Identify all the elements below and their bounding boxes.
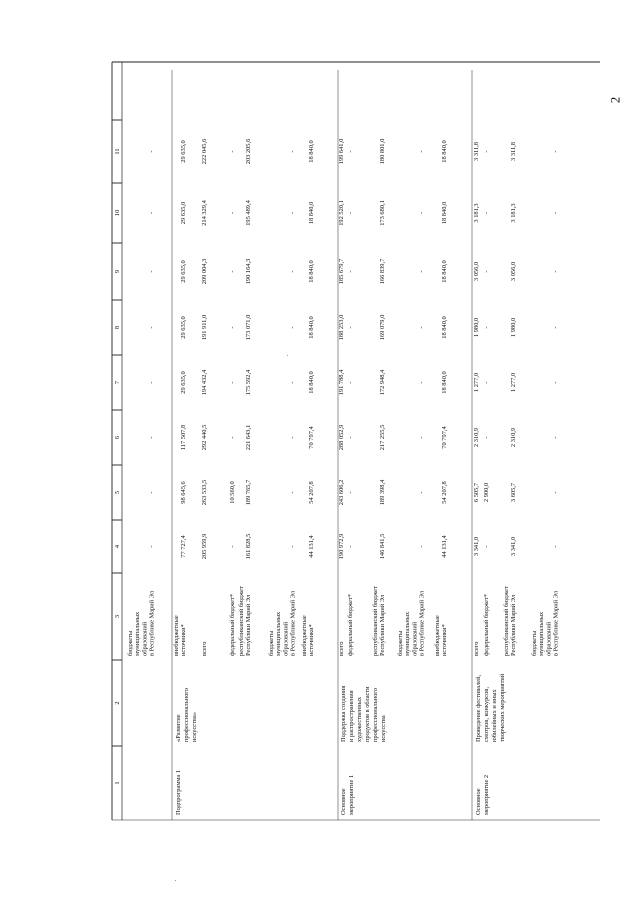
- row-value: -: [229, 436, 236, 439]
- row-value: 2 310,9: [473, 427, 480, 448]
- row-value: 209 004,3: [201, 258, 208, 285]
- scan-speck: [287, 355, 288, 356]
- column-number-2: 2: [114, 701, 121, 705]
- column-number-7: 7: [114, 380, 121, 385]
- row-label: в Республике Марий Эл: [552, 590, 560, 656]
- row-value: -: [552, 326, 560, 329]
- row-value: -: [418, 381, 426, 384]
- row-label: республиканский бюджет: [238, 586, 245, 656]
- row-value: -: [289, 211, 297, 215]
- row-value: 1 980,0: [510, 317, 518, 338]
- row-label: источники*: [308, 624, 316, 656]
- row-label: бюджеты: [127, 630, 134, 656]
- row-value: -: [483, 270, 490, 273]
- row-value: 192 520,1: [338, 200, 345, 226]
- row-label: бюджеты: [531, 630, 538, 656]
- row-value: -: [148, 545, 156, 548]
- section-col2-label: смотров, конкурсов,: [483, 687, 490, 742]
- row-value: 146 841,5: [379, 533, 387, 560]
- row-value: 44 131,4: [308, 535, 316, 558]
- section-col2-label: искусства: [380, 715, 387, 742]
- section-col1-label: мероприятие 2: [483, 774, 490, 815]
- row-label: республиканский бюджет: [372, 586, 379, 656]
- row-label: образований: [141, 621, 149, 656]
- scan-speck: [175, 880, 176, 881]
- row-value: 190 972,9: [338, 533, 345, 560]
- section-col2-label: искусства»: [191, 712, 198, 742]
- row-value: 175 592,4: [245, 369, 253, 396]
- row-value: -: [483, 436, 490, 439]
- row-label: образований: [545, 621, 553, 656]
- section-col1-label: Подпрограмма 1: [175, 769, 182, 815]
- row-value: -: [418, 436, 426, 439]
- row-label: Республики Марий Эл: [245, 594, 253, 656]
- row-value: 70 797,4: [308, 426, 316, 449]
- row-value: -: [483, 211, 490, 215]
- row-value: 190 164,3: [245, 258, 253, 285]
- row-value: 180 801,0: [379, 138, 387, 165]
- row-value: 18 840,0: [308, 140, 316, 163]
- row-label: источники*: [180, 624, 188, 656]
- row-value: 1 277,0: [473, 372, 480, 393]
- row-value: 199 641,0: [338, 138, 345, 165]
- row-value: 217 255,5: [379, 424, 387, 451]
- row-value: -: [552, 150, 560, 153]
- row-value: 3 056,0: [473, 261, 480, 282]
- row-value: -: [347, 270, 354, 273]
- row-value: -: [289, 326, 297, 329]
- row-value: -: [483, 381, 490, 384]
- row-label: всего: [201, 641, 208, 656]
- row-value: 173 071,0: [245, 314, 253, 341]
- row-value: -: [229, 211, 236, 215]
- row-label: республиканский бюджет: [503, 586, 510, 656]
- row-label: образований: [282, 621, 290, 656]
- row-value: -: [418, 270, 426, 273]
- row-value: -: [148, 211, 156, 215]
- row-value: 6 505,7: [473, 482, 480, 503]
- row-label: федеральный бюджет*: [347, 593, 354, 656]
- row-value: 3 341,0: [473, 536, 480, 557]
- section-col2-label: Проведение фестивалей,: [475, 674, 482, 742]
- row-value: 54 207,8: [441, 481, 449, 504]
- section-col2-label: юбилейных и иных: [491, 689, 498, 742]
- row-value: -: [347, 436, 354, 439]
- row-value: 189 398,4: [379, 479, 387, 506]
- row-value: 117 507,8: [180, 424, 188, 451]
- row-label: федеральный бюджет*: [229, 593, 236, 656]
- row-value: 214 329,4: [201, 200, 208, 226]
- section-col2-label: профессионального: [372, 688, 379, 742]
- row-value: 18 840,0: [441, 260, 449, 283]
- row-value: 29 635,0: [180, 371, 188, 394]
- row-value: -: [418, 326, 426, 329]
- row-value: 188 253,0: [338, 314, 345, 341]
- row-label: внебюджетные: [173, 615, 180, 656]
- row-value: 18 840,0: [308, 260, 316, 283]
- table-body: [112, 62, 600, 820]
- row-value: -: [229, 381, 236, 384]
- row-value: 172 948,4: [379, 369, 387, 396]
- row-value: -: [347, 491, 354, 494]
- row-value: 77 727,4: [180, 535, 188, 558]
- column-number-10: 10: [114, 209, 121, 217]
- page-number: 2: [607, 96, 623, 104]
- row-value: -: [229, 150, 236, 153]
- row-value: -: [148, 491, 156, 494]
- row-value: 18 840,0: [308, 371, 316, 394]
- row-label: бюджеты: [397, 630, 404, 656]
- row-value: 243 606,2: [338, 479, 345, 506]
- section-col1-label: Основное: [340, 788, 347, 815]
- column-number-6: 6: [114, 435, 121, 440]
- row-label: в Республике Марий Эл: [148, 590, 156, 656]
- column-number-8: 8: [114, 325, 121, 330]
- row-value: -: [418, 545, 426, 548]
- row-value: -: [148, 381, 156, 384]
- section-col2-label: и распространения: [348, 690, 355, 742]
- row-value: 1 277,0: [510, 372, 518, 393]
- row-value: 3 341,0: [510, 536, 518, 557]
- row-value: -: [552, 545, 560, 548]
- row-value: -: [229, 326, 236, 329]
- row-value: 189 765,7: [245, 479, 253, 506]
- row-label: всего: [338, 641, 345, 656]
- row-value: 169 079,0: [379, 314, 387, 341]
- section-col2-label: продуктов в области: [364, 686, 371, 742]
- row-label: в Республике Марий Эл: [289, 590, 297, 656]
- column-number-4: 4: [114, 544, 121, 549]
- row-value: 29 635,0: [180, 316, 188, 339]
- row-value: -: [229, 270, 236, 273]
- row-value: -: [483, 326, 490, 329]
- row-label: муниципальных: [538, 611, 546, 656]
- row-value: -: [347, 150, 354, 153]
- row-value: -: [289, 436, 297, 439]
- row-label: образований: [411, 621, 419, 656]
- row-label: в Республике Марий Эл: [418, 590, 426, 656]
- row-value: 18 840,0: [441, 140, 449, 163]
- section-col1-label: мероприятие 1: [348, 774, 355, 815]
- row-value: 194 432,4: [201, 369, 208, 396]
- row-value: 10 560,0: [229, 481, 236, 504]
- row-value: 18 840,0: [308, 316, 316, 339]
- row-value: -: [347, 211, 354, 215]
- row-value: 191 788,4: [338, 369, 345, 396]
- row-value: -: [483, 545, 490, 548]
- section-col1-label: Основное: [475, 788, 482, 815]
- row-value: 263 533,5: [201, 479, 208, 506]
- row-value: -: [483, 150, 490, 153]
- row-value: -: [148, 326, 156, 329]
- row-value: -: [347, 326, 354, 329]
- row-value: -: [418, 491, 426, 494]
- section-col2-label: художественных: [356, 696, 363, 742]
- row-value: 292 440,5: [201, 424, 208, 451]
- column-number-9: 9: [114, 269, 121, 274]
- row-value: -: [148, 150, 156, 153]
- row-label: всего: [473, 641, 480, 656]
- row-value: 288 052,9: [338, 424, 345, 451]
- row-label: бюджеты: [268, 630, 275, 656]
- row-value: 54 207,8: [308, 481, 316, 504]
- row-value: 70 797,4: [441, 426, 449, 449]
- row-value: -: [418, 211, 426, 215]
- row-value: 3 181,3: [473, 203, 480, 223]
- row-value: -: [552, 436, 560, 439]
- row-value: -: [289, 150, 297, 153]
- row-label: Республики Марий Эл: [379, 594, 387, 656]
- row-value: -: [552, 491, 560, 494]
- row-value: 29 635,0: [180, 140, 188, 163]
- row-value: 18 840,0: [441, 316, 449, 339]
- row-value: 3 311,8: [473, 142, 480, 161]
- row-value: 2 900,0: [483, 482, 490, 503]
- column-number-3: 3: [114, 614, 121, 619]
- row-label: внебюджетные: [434, 615, 441, 656]
- row-label: муниципальных: [275, 611, 283, 656]
- row-value: -: [347, 545, 354, 548]
- row-value: 185 679,7: [338, 258, 345, 285]
- row-value: -: [418, 150, 426, 153]
- row-label: муниципальных: [404, 611, 412, 656]
- row-value: -: [289, 545, 297, 548]
- row-value: 18 840,0: [441, 371, 449, 394]
- section-col2-label: профессионального: [183, 688, 190, 742]
- row-value: -: [148, 270, 156, 273]
- row-value: 3 311,8: [510, 142, 518, 161]
- row-value: -: [552, 270, 560, 273]
- row-value: -: [552, 211, 560, 215]
- row-label: федеральный бюджет*: [483, 593, 490, 656]
- row-value: -: [347, 381, 354, 384]
- row-value: 173 680,1: [379, 200, 387, 226]
- row-value: 29 635,0: [180, 260, 188, 283]
- row-value: 3 056,0: [510, 261, 518, 282]
- column-number-11: 11: [114, 148, 121, 155]
- row-label: муниципальных: [134, 611, 142, 656]
- row-value: 3 181,3: [510, 203, 518, 223]
- section-col2-label: творческих мероприятий: [499, 673, 506, 742]
- row-value: 98 645,6: [180, 481, 188, 504]
- row-value: -: [148, 436, 156, 439]
- row-value: 195 489,4: [245, 200, 253, 226]
- row-value: 222 045,6: [201, 138, 208, 165]
- row-value: 1 980,0: [473, 317, 480, 338]
- row-label: Республики Марий Эл: [510, 594, 518, 656]
- row-value: 18 840,0: [441, 201, 449, 225]
- row-value: 44 131,4: [441, 535, 449, 558]
- row-value: 166 839,7: [379, 258, 387, 285]
- section-col2-label: «Развитие: [175, 714, 182, 742]
- row-value: 18 840,0: [308, 201, 316, 225]
- row-value: 2 310,9: [510, 427, 518, 448]
- row-value: -: [289, 270, 297, 273]
- row-value: -: [289, 491, 297, 494]
- row-value: 29 635,0: [180, 201, 188, 225]
- column-number-5: 5: [114, 490, 121, 495]
- row-value: -: [289, 381, 297, 384]
- row-value: 221 643,1: [245, 424, 253, 451]
- row-value: 3 605,7: [510, 482, 518, 503]
- row-value: -: [229, 545, 236, 548]
- section-col2-label: Поддержка создания: [340, 685, 347, 742]
- row-value: -: [552, 381, 560, 384]
- row-value: 205 959,9: [201, 533, 208, 560]
- row-label: источники*: [441, 624, 449, 656]
- row-value: 191 911,0: [201, 314, 208, 341]
- row-label: внебюджетные: [301, 615, 308, 656]
- column-number-1: 1: [114, 781, 121, 785]
- row-value: 161 828,5: [245, 533, 253, 560]
- row-value: 203 205,6: [245, 138, 253, 165]
